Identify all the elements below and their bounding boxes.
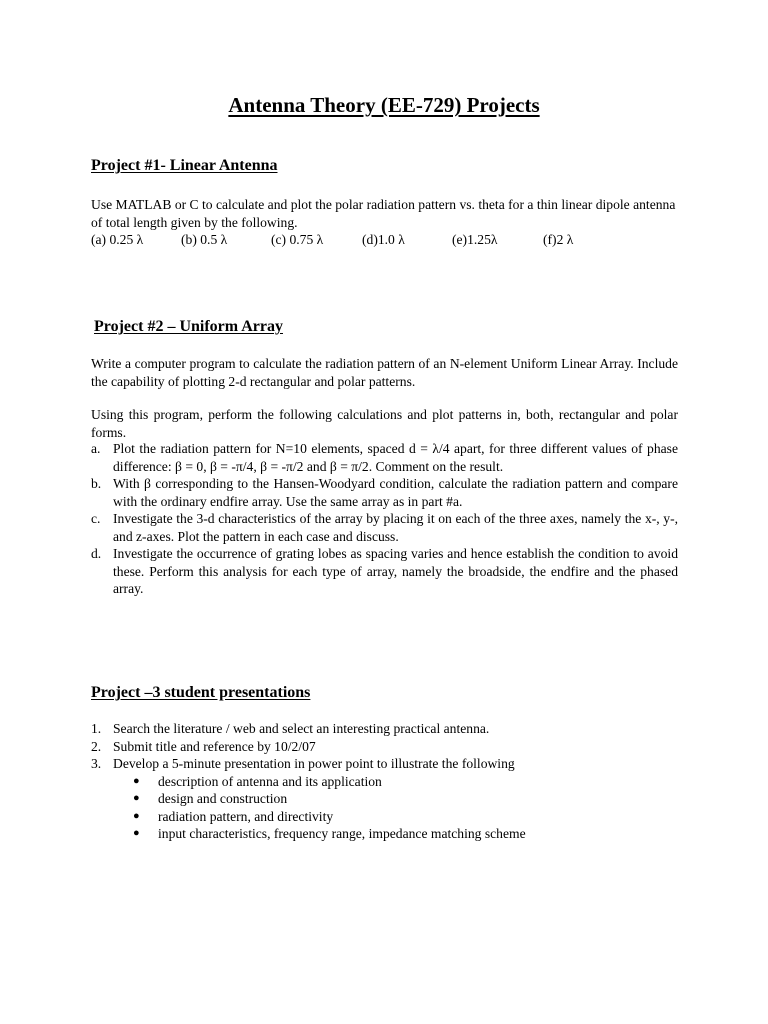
- bullet-icon: ●: [133, 774, 140, 787]
- project2-instructions: Using this program, perform the following calculations and plot patterns in, both, rectangular and polar forms.: [91, 407, 678, 440]
- list-marker: 1.: [91, 721, 102, 736]
- project1-description: Use MATLAB or C to calculate and plot the polar radiation pattern vs. theta for a thin linear dipole antenna of total length given by the following.: [91, 197, 676, 230]
- option-f: (f)2 λ: [543, 232, 574, 247]
- list-item: [91, 510, 678, 545]
- list-marker: 2.: [91, 738, 102, 754]
- list-marker: c.: [91, 511, 101, 526]
- bullet-text: design and construction: [158, 791, 288, 806]
- bullet-text: radiation pattern, and directivity: [158, 808, 334, 824]
- list-item-text: Plot the radiation pattern for N=10 elements, spaced d = λ/4 apart, for three different values of phase difference: β = 0, β = -π/4, β = -π/2 and β = π/2. Comment on the result.: [113, 441, 678, 474]
- bullet-icon: ●: [133, 827, 140, 839]
- list-marker: 3.: [91, 756, 102, 771]
- project2-task-list: [91, 440, 678, 598]
- project1-heading: Project #1- Linear Antenna: [91, 157, 278, 174]
- project3-heading: Project –3 student presentations: [91, 684, 311, 701]
- bullet-item: [113, 773, 678, 791]
- bullet-item: [113, 790, 678, 808]
- option-b: (b) 0.5 λ: [181, 232, 228, 247]
- option-a: (a) 0.25 λ: [91, 232, 144, 247]
- list-item: [91, 475, 678, 510]
- bullet-item: [113, 825, 678, 843]
- document-title: Antenna Theory (EE-729) Projects: [228, 93, 540, 117]
- list-item-text: Search the literature / web and select an interesting practical antenna.: [113, 721, 490, 736]
- bullet-icon: ●: [133, 792, 140, 804]
- list-marker: b.: [91, 476, 102, 491]
- list-item-text: Develop a 5-minute presentation in power point to illustrate the following: [113, 756, 515, 771]
- presentation-topics-list: [113, 773, 678, 843]
- option-e: (e)1.25λ: [452, 232, 498, 247]
- project2-heading: Project #2 – Uniform Array: [94, 318, 283, 335]
- list-marker: a.: [91, 441, 101, 456]
- option-d: (d)1.0 λ: [362, 232, 405, 247]
- project3-step-list: [91, 720, 678, 843]
- list-marker: d.: [91, 546, 102, 561]
- bullet-item: [113, 808, 678, 826]
- list-item-text: Submit title and reference by 10/2/07: [113, 738, 316, 754]
- list-item: [91, 720, 678, 738]
- option-c: (c) 0.75 λ: [271, 232, 324, 247]
- bullet-icon: ●: [133, 809, 140, 822]
- list-item-text: With β corresponding to the Hansen-Woodyard condition, calculate the radiation pattern and compare with the ordinary endfire array. Use the same array as in part #a.: [113, 476, 678, 509]
- list-item: [91, 440, 678, 475]
- list-item: [91, 545, 678, 598]
- list-item: [91, 755, 678, 843]
- project1-length-options: [91, 231, 691, 249]
- list-item-text: Investigate the 3-d characteristics of the array by placing it on each of the three axes, namely the x-, y-, and z-axes. Plot the pattern in each case and discuss.: [113, 511, 678, 544]
- list-item: [91, 738, 678, 756]
- bullet-text: input characteristics, frequency range, impedance matching scheme: [158, 826, 526, 841]
- project2-intro: Write a computer program to calculate the radiation pattern of an N-element Uniform Linear Array. Include the capability of plotting 2-d rectangular and polar patterns.: [91, 356, 678, 389]
- bullet-text: description of antenna and its application: [158, 773, 382, 789]
- list-item-text: Investigate the occurrence of grating lobes as spacing varies and hence establish the condition to avoid these. Perform this analysis for each type of array, namely the broadside, the endfire and the phased array.: [113, 546, 678, 596]
